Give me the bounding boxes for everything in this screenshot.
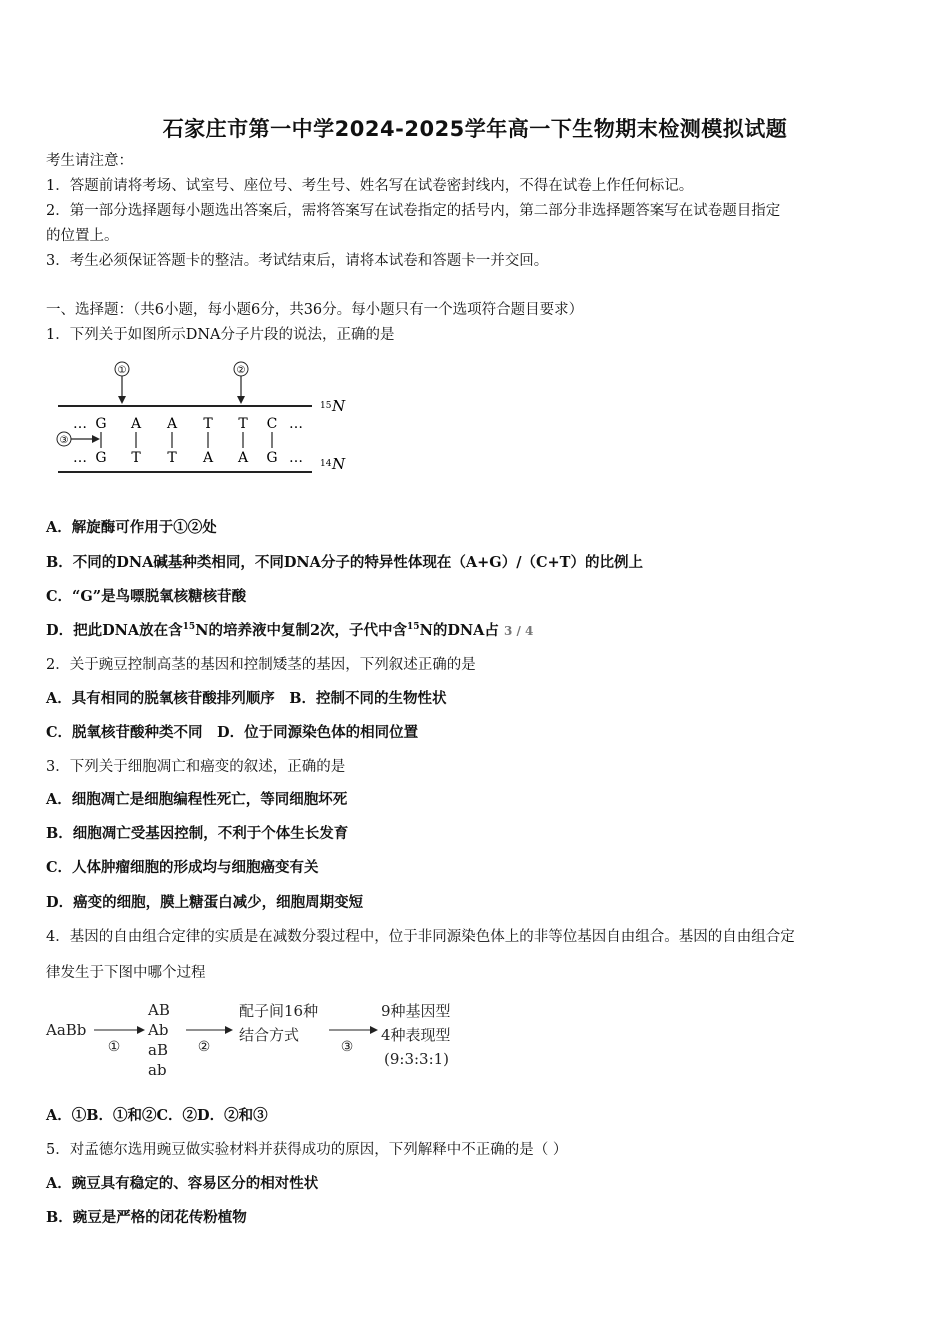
bottom-base: T (131, 450, 141, 466)
gamete: ab (148, 1061, 167, 1079)
bottom-base: A (202, 450, 214, 466)
genetics-flow-figure (44, 996, 464, 1086)
top-base: … (73, 416, 87, 432)
marker-1: ① (117, 365, 127, 376)
q5-stem: 5．对孟德尔选用豌豆做实验材料并获得成功的原因，下列解释中不正确的是（ ） (46, 1142, 568, 1158)
q2-options-cd: C．脱氧核苷酸种类不同 D．位于同源染色体的相同位置 (46, 724, 419, 741)
top-base: C (266, 416, 278, 432)
gamete: AB (148, 1001, 170, 1019)
q3-option-a: A．细胞凋亡是细胞编程性死亡，等同细胞坏死 (46, 791, 348, 808)
combo-line2: 结合方式 (239, 1026, 300, 1044)
dna-figure (50, 356, 360, 480)
bottom-base: G (266, 450, 278, 466)
bottom-base: A (237, 450, 249, 466)
notice-item: 1．答题前请将考场、试室号、座位号、考生号、姓名写在试卷密封线内，不得在试卷上作任何标记。 (46, 178, 694, 194)
q5-option-b: B．豌豆是严格的闭花传粉植物 (46, 1209, 247, 1226)
q2-stem: 2．关于豌豆控制高茎的基因和控制矮茎的基因，下列叙述正确的是 (46, 657, 476, 673)
step-2: ② (197, 1039, 211, 1055)
q1-option-d: D．把此DNA放在含$^{15}$N的培养液中复制2次，子代中含$^{15}$N的DNA占 3 / 4 (46, 622, 534, 639)
result-genotypes: 9种基因型 (381, 1002, 451, 1020)
notice-item: 3．考生必须保证答题卡的整洁。考试结束后，请将本试卷和答题卡一并交回。 (46, 253, 549, 269)
q3-option-b: B．细胞凋亡受基因控制，不利于个体生长发育 (46, 825, 349, 842)
bottom-base: … (73, 450, 87, 466)
step-1: ① (107, 1039, 121, 1055)
top-base: A (166, 416, 178, 432)
q1-option-a: A．解旋酶可作用于①②处 (46, 519, 217, 536)
q2-options-ab: A．具有相同的脱氧核苷酸排列顺序 B．控制不同的生物性状 (46, 690, 447, 707)
q4-stem-line1: 4．基因的自由组合定律的实质是在减数分裂过程中，位于非同源染色体上的非等位基因自由组合。基因的自由组合定 (46, 929, 795, 945)
bottom-label-sup: 14 (320, 459, 332, 469)
top-base: T (238, 416, 248, 432)
top-label: N (332, 397, 346, 415)
bottom-label: N (332, 455, 346, 473)
gamete: Ab (148, 1021, 169, 1039)
step-3: ③ (340, 1039, 354, 1055)
combo-line1: 配子间16种 (239, 1002, 319, 1020)
top-base: … (289, 416, 303, 432)
bottom-base: … (289, 450, 303, 466)
q3-option-c: C．人体肿瘤细胞的形成均与细胞癌变有关 (46, 859, 319, 876)
top-base: A (130, 416, 142, 432)
notice-heading: 考生请注意： (46, 153, 133, 169)
q1-stem: 1．下列关于如图所示DNA分子片段的说法，正确的是 (46, 327, 395, 343)
q1-option-c: C．“G”是鸟嘌脱氧核糖核苷酸 (46, 588, 247, 605)
top-label-sup: 15 (320, 401, 332, 411)
q1-option-b: B．不同的DNA碱基种类相同，不同DNA分子的特异性体现在（A+G）/（C+T）的比例上 (46, 554, 643, 571)
result-ratio: (9:3:3:1) (384, 1050, 450, 1068)
top-base: G (95, 416, 107, 432)
fraction: 3 / 4 (503, 624, 534, 638)
gamete: aB (148, 1041, 168, 1059)
result-phenotypes: 4种表现型 (381, 1026, 451, 1044)
bottom-base: T (167, 450, 177, 466)
marker-2: ② (236, 365, 246, 376)
q3-stem: 3．下列关于细胞凋亡和癌变的叙述，正确的是 (46, 759, 346, 775)
q4-options: A．①B．①和②C．②D．②和③ (46, 1107, 268, 1124)
bottom-base: G (95, 450, 107, 466)
page-title: 石家庄市第一中学2024-2025学年高一下生物期末检测模拟试题 (162, 117, 788, 141)
q5-option-a: A．豌豆具有稳定的、容易区分的相对性状 (46, 1175, 319, 1192)
parent-genotype: AaBb (46, 1021, 87, 1039)
marker-3: ③ (59, 435, 69, 446)
notice-item: 2．第一部分选择题每小题选出答案后，需将答案写在试卷指定的括号内，第二部分非选择题答案写在试卷题目指定 (46, 203, 781, 219)
notice-item: 的位置上。 (46, 228, 119, 244)
q3-option-d: D．癌变的细胞，膜上糖蛋白减少，细胞周期变短 (46, 894, 364, 911)
section-heading: 一、选择题：（共6小题，每小题6分，共36分。每小题只有一个选项符合题目要求） (46, 302, 584, 318)
q4-stem-line2: 律发生于下图中哪个过程 (46, 965, 206, 981)
top-base: T (203, 416, 213, 432)
